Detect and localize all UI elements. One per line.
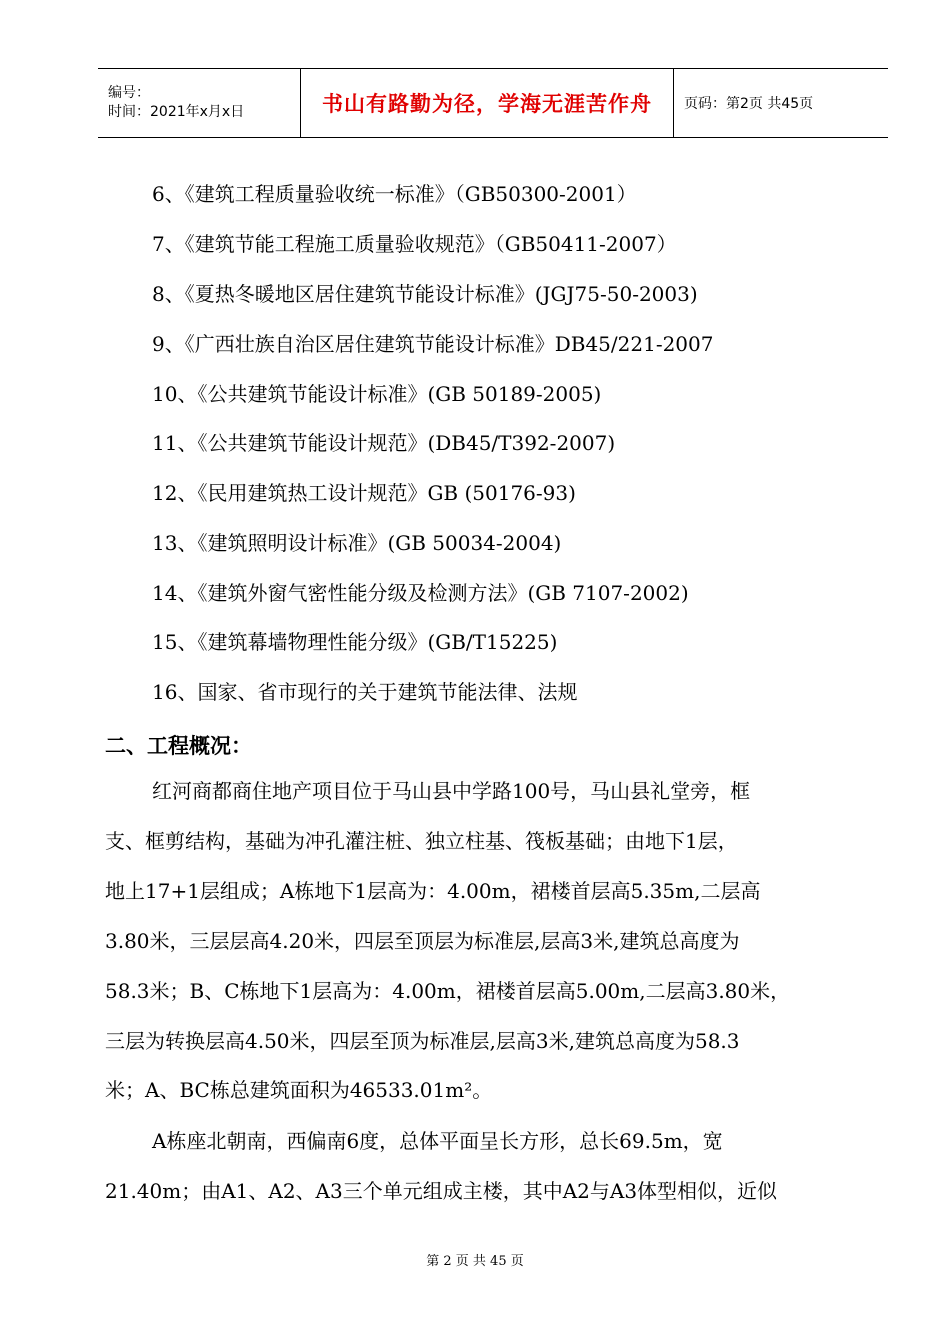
header-page-cell	[674, 69, 888, 137]
reference-item: 7、《建筑节能工程施工质量验收规范》（GB50411-2007）	[152, 232, 677, 256]
reference-item: 13、《建筑照明设计标准》(GB 50034-2004)	[152, 531, 562, 555]
paragraph-line: 红河商都商住地产项目位于马山县中学路100号，马山县礼堂旁，框	[152, 779, 751, 803]
section-heading: 二、工程概况：	[105, 734, 252, 758]
paragraph-line: 米；A、BC栋总建筑面积为46533.01m²。	[105, 1078, 493, 1102]
header-motto-cell	[300, 69, 674, 137]
paragraph-line: 3.80米，三层层高4.20米，四层至顶层为标准层,层高3米,建筑总高度为	[105, 929, 740, 953]
reference-item: 10、《公共建筑节能设计标准》(GB 50189-2005)	[152, 382, 602, 406]
document-time-label: 时间：2021年x月x日	[108, 104, 245, 120]
reference-item: 15、《建筑幕墙物理性能分级》(GB/T15225)	[152, 630, 558, 654]
reference-item: 8、《夏热冬暖地区居住建筑节能设计标准》(JGJ75-50-2003)	[152, 282, 698, 306]
paragraph-line: A栋座北朝南，西偏南6度，总体平面呈长方形，总长69.5m，宽	[152, 1129, 723, 1153]
reference-item: 9、《广西壮族自治区居住建筑节能设计标准》DB45/221-2007	[152, 332, 714, 356]
paragraph-line: 三层为转换层高4.50米，四层至顶为标准层,层高3米,建筑总高度为58.3	[105, 1029, 740, 1053]
header-motto: 书山有路勤为径，学海无涯苦作舟	[322, 92, 652, 116]
header-page-label: 页码：第2页 共45页	[684, 96, 814, 112]
page-footer: 第 2 页 共 45 页	[426, 1254, 524, 1269]
paragraph-line: 58.3米；B、C栋地下1层高为：4.00m，裙楼首层高5.00m,二层高3.80米，	[105, 979, 791, 1003]
paragraph-line: 21.40m；由A1、A2、A3三个单元组成主楼，其中A2与A3体型相似，近似	[105, 1179, 778, 1203]
reference-item: 6、《建筑工程质量验收统一标准》（GB50300-2001）	[152, 182, 637, 206]
document-number-label: 编号：	[108, 85, 150, 101]
page-header	[98, 68, 888, 138]
reference-item: 16、国家、省市现行的关于建筑节能法律、法规	[152, 680, 578, 704]
reference-item: 12、《民用建筑热工设计规范》GB (50176-93)	[152, 481, 576, 505]
paragraph-line: 地上17+1层组成；A栋地下1层高为：4.00m，裙楼首层高5.35m,二层高	[105, 879, 761, 903]
reference-item: 14、《建筑外窗气密性能分级及检测方法》(GB 7107-2002)	[152, 581, 689, 605]
reference-item: 11、《公共建筑节能设计规范》(DB45/T392-2007)	[152, 431, 616, 455]
header-meta	[98, 69, 300, 137]
paragraph-line: 支、框剪结构，基础为冲孔灌注桩、独立柱基、筏板基础；由地下1层，	[105, 829, 738, 853]
